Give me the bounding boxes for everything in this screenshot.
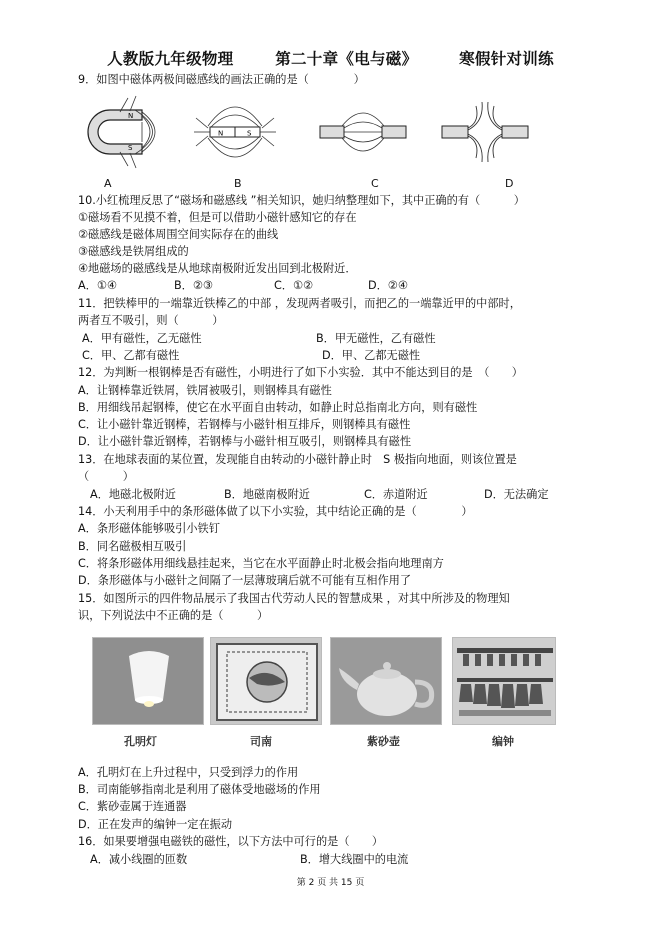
- figure-label-c: C: [371, 177, 379, 190]
- q12-stem: 12．为判断一根钢棒是否有磁性，小明进行了如下小实验．其中不能达到目的是 （ ）: [78, 366, 523, 379]
- q11-stem-line2: 两者互不吸引，则（ ）: [78, 314, 224, 327]
- q10-option-d: D．②④: [368, 279, 408, 292]
- q16-option-b: B．增大线圈中的电流: [300, 853, 409, 866]
- q10-item-1: ①磁场看不见摸不着，但是可以借助小磁针感知它的存在: [78, 211, 357, 224]
- q15-option-a: A．孔明灯在上升过程中，只受到浮力的作用: [78, 766, 299, 779]
- q12-option-b: B．用细线吊起钢棒，使它在水平面自由转动，如静止时总指南北方向，则有磁性: [78, 401, 478, 414]
- title-series: 寒假针对训练: [459, 49, 554, 68]
- q11-option-c: C．甲、乙都有磁性: [82, 349, 180, 362]
- q16-stem: 16．如果要增强电磁铁的磁性，以下方法中可行的是（ ）: [78, 835, 384, 848]
- q12-option-c: C．让小磁针靠近钢棒，若钢棒与小磁针相互排斥，则钢棒具有磁性: [78, 418, 411, 431]
- q10-option-b: B．②③: [174, 279, 213, 292]
- q10-item-4: ④地磁场的磁感线是从地球南极附近发出回到北极附近．: [78, 262, 357, 275]
- q13-option-d: D．无法确定: [484, 488, 549, 501]
- fig-b-label-s: S: [247, 129, 252, 138]
- zisha-teapot-image: [330, 637, 442, 725]
- title-chapter: 第二十章《电与磁》: [275, 49, 418, 68]
- caption-kongming-lantern: 孔明灯: [124, 735, 157, 748]
- q10-option-a: A．①④: [78, 279, 117, 292]
- q12-option-d: D．让小磁针靠近钢棒，若钢棒与小磁针相互吸引，则钢棒具有磁性: [78, 435, 412, 448]
- caption-bianzhong: 编钟: [492, 735, 514, 748]
- q10-stem: 10.小红梳理反思了“磁场和磁感线 ”相关知识，她归纳整理如下，其中正确的有（ ）: [78, 194, 525, 207]
- figure-label-d: D: [505, 177, 514, 190]
- q15-stem-line2: 识，下列说法中不正确的是（ ）: [78, 609, 269, 622]
- q10-option-c: C．①②: [274, 279, 314, 292]
- figure-b-bar-magnet: [190, 92, 280, 172]
- q13-stem-line2: （ ）: [78, 470, 134, 483]
- q12-option-a: A．让钢棒靠近铁屑，铁屑被吸引，则钢棒具有磁性: [78, 384, 332, 397]
- q16-option-a: A．减小线圈的匝数: [90, 853, 188, 866]
- page-number-footer: 第 2 页 共 15 页: [296, 878, 365, 888]
- figure-label-a: A: [104, 177, 112, 190]
- caption-zisha-teapot: 紫砂壶: [367, 735, 400, 748]
- page-title: [0, 47, 661, 69]
- sinan-compass-image: [210, 637, 322, 725]
- q13-option-a: A．地磁北极附近: [90, 488, 176, 501]
- q13-stem-line1: 13．在地球表面的某位置，发现能自由转动的小磁针静止时 S 极指向地面，则该位置是: [78, 453, 517, 466]
- q14-stem: 14．小天利用手中的条形磁体做了以下小实验，其中结论正确的是（ ）: [78, 505, 473, 518]
- q14-option-c: C．将条形磁体用细线悬挂起来，当它在水平面静止时北极会指向地理南方: [78, 557, 444, 570]
- q11-option-b: B．甲无磁性，乙有磁性: [316, 332, 436, 345]
- q13-option-b: B．地磁南极附近: [224, 488, 310, 501]
- q14-option-a: A．条形磁体能够吸引小铁钉: [78, 522, 220, 535]
- fig-a-label-s: S: [128, 144, 133, 152]
- title-book: 人教版九年级物理: [107, 49, 234, 68]
- q15-option-b: B．司南能够指南北是利用了磁体受地磁场的作用: [78, 783, 321, 796]
- figure-label-b: B: [234, 177, 242, 190]
- q11-option-a: A．甲有磁性，乙无磁性: [82, 332, 202, 345]
- q15-stem-line1: 15．如图所示的四件物品展示了我国古代劳动人民的智慧成果 ，对其中所涉及的物理知: [78, 592, 510, 605]
- figure-a-horseshoe-magnet: [80, 92, 170, 172]
- bianzhong-bells-image: [452, 637, 556, 725]
- kongming-lantern-image: [92, 637, 204, 725]
- figure-d-like-poles: [440, 92, 530, 172]
- q15-option-c: C．紫砂壶属于连通器: [78, 800, 187, 813]
- q11-stem-line1: 11．把铁棒甲的一端靠近铁棒乙的中部 ，发现两者吸引，而把乙的一端靠近甲的中部时，: [78, 297, 521, 310]
- q10-item-3: ③磁感线是铁屑组成的: [78, 245, 189, 258]
- q9-stem: 9．如图中磁体两极间磁感线的画法正确的是（ ）: [78, 73, 365, 86]
- fig-a-label-n: N: [128, 112, 134, 120]
- q14-option-d: D．条形磁体与小磁针之间隔了一层薄玻璃后就不可能有互相作用了: [78, 574, 412, 587]
- caption-sinan: 司南: [250, 735, 272, 748]
- q11-option-d: D．甲、乙都无磁性: [322, 349, 421, 362]
- q14-option-b: B．同名磁极相互吸引: [78, 540, 187, 553]
- q10-item-2: ②磁感线是磁体周围空间实际存在的曲线: [78, 228, 279, 241]
- figure-c-opposite-poles: [318, 92, 408, 172]
- fig-b-label-n: N: [218, 129, 224, 138]
- q13-option-c: C．赤道附近: [364, 488, 428, 501]
- q15-option-d: D．正在发声的编钟一定在振动: [78, 818, 233, 831]
